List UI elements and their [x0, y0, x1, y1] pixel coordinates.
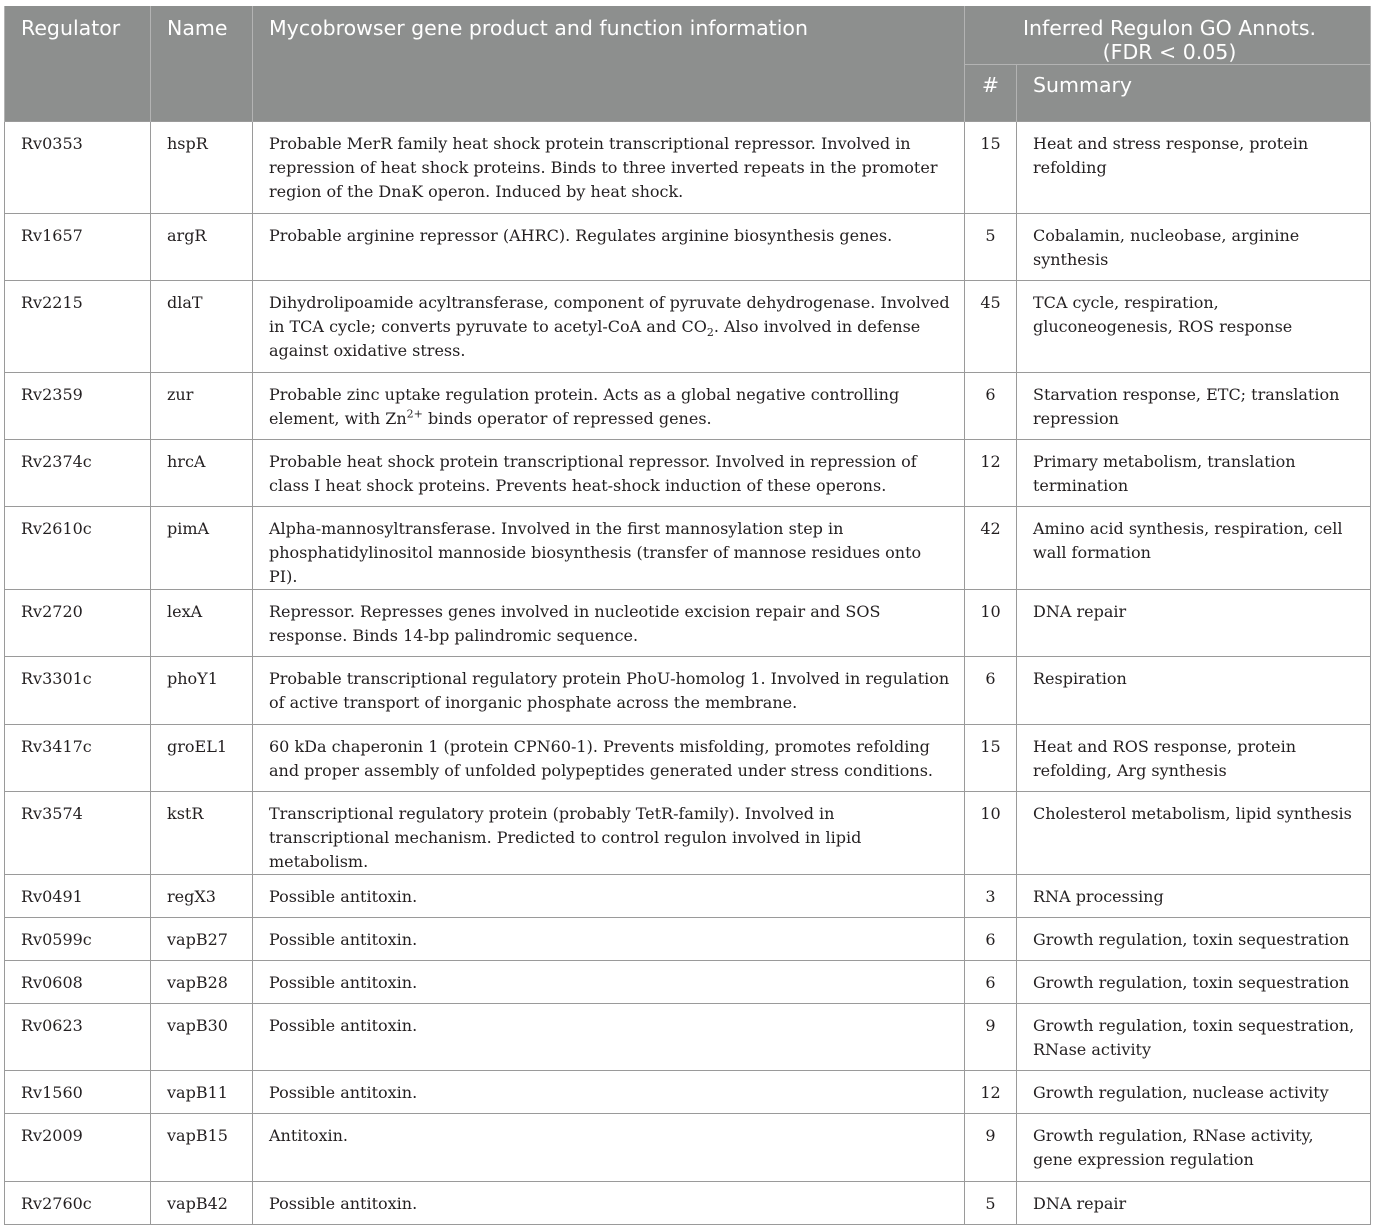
- subscript: 2: [706, 326, 714, 340]
- cell-count: 6: [965, 961, 1017, 1004]
- cell-summary: Growth regulation, nuclease activity: [1017, 1071, 1371, 1114]
- cell-regulator: Rv2009: [5, 1114, 151, 1182]
- cell-info: Probable arginine repressor (AHRC). Regulates arginine biosynthesis genes.: [253, 214, 965, 281]
- cell-regulator: Rv0353: [5, 122, 151, 214]
- cell-count: 12: [965, 1071, 1017, 1114]
- cell-count: 42: [965, 507, 1017, 590]
- table-row: [5, 961, 1371, 1004]
- cell-name: vapB42: [151, 1182, 253, 1225]
- regulator-table: [4, 6, 1371, 1225]
- header-count: #: [965, 65, 1017, 122]
- cell-name: regX3: [151, 875, 253, 918]
- table-row: [5, 657, 1371, 725]
- header-name: Name: [151, 6, 253, 122]
- cell-count: 10: [965, 590, 1017, 657]
- cell-summary: Growth regulation, RNase activity, gene expression regulation: [1017, 1114, 1371, 1182]
- cell-name: vapB15: [151, 1114, 253, 1182]
- cell-summary: Growth regulation, toxin sequestration: [1017, 918, 1371, 961]
- cell-regulator: Rv0491: [5, 875, 151, 918]
- cell-regulator: Rv1657: [5, 214, 151, 281]
- table-row: [5, 725, 1371, 792]
- cell-info: [253, 373, 965, 440]
- table-row: [5, 1114, 1371, 1182]
- cell-summary: RNA processing: [1017, 875, 1371, 918]
- cell-info: Possible antitoxin.: [253, 918, 965, 961]
- cell-regulator: Rv2359: [5, 373, 151, 440]
- table-body: [5, 122, 1371, 1225]
- cell-info: [253, 281, 965, 373]
- header-mycobrowser: Mycobrowser gene product and function information: [253, 6, 965, 122]
- cell-name: groEL1: [151, 725, 253, 792]
- cell-count: 6: [965, 918, 1017, 961]
- cell-regulator: Rv0623: [5, 1004, 151, 1071]
- cell-regulator: Rv1560: [5, 1071, 151, 1114]
- cell-info: Possible antitoxin.: [253, 1182, 965, 1225]
- table-row: [5, 373, 1371, 440]
- cell-info: Probable heat shock protein transcriptional repressor. Involved in repression of class I heat shock proteins. Prevents heat-shock induction of these operons.: [253, 440, 965, 507]
- cell-summary: DNA repair: [1017, 590, 1371, 657]
- cell-name: vapB28: [151, 961, 253, 1004]
- cell-info: Possible antitoxin.: [253, 1071, 965, 1114]
- cell-summary: Growth regulation, toxin sequestration: [1017, 961, 1371, 1004]
- cell-summary: Cobalamin, nucleobase, arginine synthesis: [1017, 214, 1371, 281]
- cell-name: vapB30: [151, 1004, 253, 1071]
- cell-name: vapB11: [151, 1071, 253, 1114]
- cell-count: 3: [965, 875, 1017, 918]
- cell-count: 6: [965, 373, 1017, 440]
- cell-info: Transcriptional regulatory protein (probably TetR-family). Involved in transcriptional mechanism. Predicted to control regulon involved in lipid metabolism.: [253, 792, 965, 875]
- cell-regulator: Rv0599c: [5, 918, 151, 961]
- cell-summary: Growth regulation, toxin sequestration, RNase activity: [1017, 1004, 1371, 1071]
- cell-summary: Heat and ROS response, protein refolding, Arg synthesis: [1017, 725, 1371, 792]
- cell-regulator: Rv3574: [5, 792, 151, 875]
- cell-name: lexA: [151, 590, 253, 657]
- table-row: [5, 875, 1371, 918]
- header-regulator: Regulator: [5, 6, 151, 122]
- cell-name: hrcA: [151, 440, 253, 507]
- cell-name: kstR: [151, 792, 253, 875]
- cell-count: 15: [965, 725, 1017, 792]
- cell-count: 15: [965, 122, 1017, 214]
- cell-summary: Starvation response, ETC; translation repression: [1017, 373, 1371, 440]
- header-go-annots-fdr: (FDR < 0.05): [1102, 40, 1237, 64]
- cell-name: dlaT: [151, 281, 253, 373]
- table-row: [5, 507, 1371, 590]
- cell-info: Possible antitoxin.: [253, 1004, 965, 1071]
- cell-name: hspR: [151, 122, 253, 214]
- table-row: [5, 918, 1371, 961]
- cell-name: pimA: [151, 507, 253, 590]
- cell-info: Probable MerR family heat shock protein transcriptional repressor. Involved in repression of heat shock proteins. Binds to three inverted repeats in the promoter region of the DnaK operon. Induced by heat shock.: [253, 122, 965, 214]
- cell-regulator: Rv2610c: [5, 507, 151, 590]
- cell-info-text: . Also involved in defense against oxidative stress.: [269, 317, 921, 360]
- table-row: [5, 281, 1371, 373]
- cell-count: 45: [965, 281, 1017, 373]
- cell-summary: Primary metabolism, translation termination: [1017, 440, 1371, 507]
- header-go-annots-title: Inferred Regulon GO Annots.: [1022, 16, 1317, 40]
- cell-info-text: binds operator of repressed genes.: [422, 409, 712, 428]
- cell-summary: DNA repair: [1017, 1182, 1371, 1225]
- cell-count: 5: [965, 1182, 1017, 1225]
- cell-summary: Amino acid synthesis, respiration, cell wall formation: [1017, 507, 1371, 590]
- header-go-annots: [965, 6, 1371, 65]
- cell-regulator: Rv2760c: [5, 1182, 151, 1225]
- table-row: [5, 792, 1371, 875]
- cell-regulator: Rv0608: [5, 961, 151, 1004]
- cell-regulator: Rv3417c: [5, 725, 151, 792]
- cell-name: phoY1: [151, 657, 253, 725]
- cell-name: vapB27: [151, 918, 253, 961]
- table-row: [5, 1182, 1371, 1225]
- cell-count: 5: [965, 214, 1017, 281]
- cell-regulator: Rv3301c: [5, 657, 151, 725]
- cell-summary: TCA cycle, respiration, gluconeogenesis, ROS response: [1017, 281, 1371, 373]
- cell-info: Possible antitoxin.: [253, 875, 965, 918]
- cell-regulator: Rv2720: [5, 590, 151, 657]
- cell-summary: Cholesterol metabolism, lipid synthesis: [1017, 792, 1371, 875]
- cell-count: 12: [965, 440, 1017, 507]
- table-row: [5, 214, 1371, 281]
- cell-summary: Heat and stress response, protein refolding: [1017, 122, 1371, 214]
- cell-summary: Respiration: [1017, 657, 1371, 725]
- cell-count: 10: [965, 792, 1017, 875]
- cell-info: Probable transcriptional regulatory protein PhoU-homolog 1. Involved in regulation of active transport of inorganic phosphate across the membrane.: [253, 657, 965, 725]
- table-row: [5, 1071, 1371, 1114]
- cell-info-text: Dihydrolipoamide acyltransferase, component of pyruvate dehydrogenase. Involved in TCA cycle; converts pyruvate to acetyl-CoA and CO: [269, 293, 950, 336]
- cell-info: 60 kDa chaperonin 1 (protein CPN60-1). Prevents misfolding, promotes refolding and proper assembly of unfolded polypeptides generated under stress conditions.: [253, 725, 965, 792]
- table-row: [5, 440, 1371, 507]
- table-row: [5, 590, 1371, 657]
- superscript: 2+: [406, 407, 423, 421]
- cell-count: 9: [965, 1114, 1017, 1182]
- cell-info: Repressor. Represses genes involved in nucleotide excision repair and SOS response. Binds 14-bp palindromic sequence.: [253, 590, 965, 657]
- cell-name: zur: [151, 373, 253, 440]
- cell-info-text: Probable zinc uptake regulation protein. Acts as a global negative controlling element, with Zn: [269, 385, 900, 428]
- cell-info: Alpha-mannosyltransferase. Involved in the first mannosylation step in phosphatidylinositol mannoside biosynthesis (transfer of mannose residues onto PI).: [253, 507, 965, 590]
- table-row: [5, 1004, 1371, 1071]
- cell-count: 6: [965, 657, 1017, 725]
- cell-regulator: Rv2374c: [5, 440, 151, 507]
- table-row: [5, 122, 1371, 214]
- cell-info: Possible antitoxin.: [253, 961, 965, 1004]
- cell-name: argR: [151, 214, 253, 281]
- table-header: [5, 6, 1371, 122]
- header-summary: Summary: [1017, 65, 1371, 122]
- cell-regulator: Rv2215: [5, 281, 151, 373]
- cell-count: 9: [965, 1004, 1017, 1071]
- cell-info: Antitoxin.: [253, 1114, 965, 1182]
